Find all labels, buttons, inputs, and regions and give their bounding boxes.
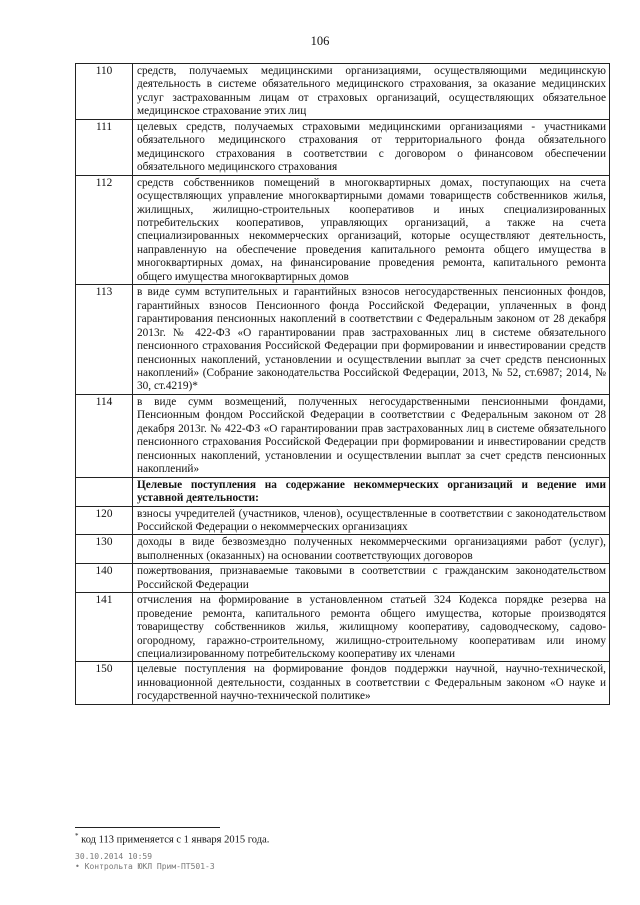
print-stamp-date: 30.10.2014 10:59 — [75, 852, 153, 861]
row-code: 113 — [76, 285, 133, 395]
row-description: отчисления на формирование в установленном статьей 324 Кодекса порядке резерва на проведение ремонта, капитального ремонта общего имущества, которые производятся товариществу собственников жилья, жилищному кооперативу, садоводческому, садово-огородному, гаражно-строительному, жилищно-строительному кооперативам или иному специализированному потребительскому кооперативу их членами — [133, 593, 610, 662]
row-description: целевые поступления на формирование фондов поддержки научной, научно-технической, инновационной деятельности, созданных в соответствии с Федеральным законом «О науке и государственной научно-технической политике» — [133, 662, 610, 704]
table-row — [76, 175, 610, 285]
row-code: 130 — [76, 535, 133, 564]
row-description: пожертвования, признаваемые таковыми в соответствии с гражданским законодательством Российской Федерации — [133, 564, 610, 593]
table-row — [76, 535, 610, 564]
row-description: в виде сумм вступительных и гарантийных взносов негосударственных пенсионных фондов, гарантийных взносов Пенсионного фонда Российской Федерации, уплаченных в фонд гарантирования пенсионных накоплений в соответствии с Федеральным законом от 28 декабря 2013г. № 422-ФЗ «О гарантировании прав застрахованных лиц в системе обязательного пенсионного страхования Российской Федерации при формировании и инвестировании средств пенсионных накоплений, установлении и осуществлении выплат за счет средств пенсионных накоплений» (Собрание законодательства Российской Федерации, 2013, № 52, ст.6987; 2014, № 30, ст.4219)* — [133, 285, 610, 395]
page-number: 106 — [310, 34, 330, 48]
section-heading-row — [76, 477, 610, 506]
row-code: 114 — [76, 394, 133, 477]
table-row — [76, 285, 610, 395]
footnote-text: код 113 применяется с 1 января 2015 года. — [78, 834, 270, 846]
row-code: 110 — [76, 64, 133, 120]
table-row — [76, 662, 610, 704]
row-description: в виде сумм возмещений, полученных негосударственными пенсионными фондами, Пенсионным фондом Российской Федерации в соответствии с Федеральным законом от 28 декабря 2013г. № 422-ФЗ «О гарантировании прав застрахованных лиц в системе обязательного пенсионного страхования Российской Федерации при формировании и инвестировании средств пенсионных накоплений, установлении и осуществлении выплат за счет средств пенсионных накоплений» — [133, 394, 610, 477]
table-row — [76, 564, 610, 593]
row-code: 112 — [76, 175, 133, 285]
row-code: 150 — [76, 662, 133, 704]
row-code: 111 — [76, 119, 133, 175]
footnote — [75, 832, 269, 846]
row-code: 120 — [76, 506, 133, 535]
footnote-rule — [75, 827, 220, 828]
table-row — [76, 394, 610, 477]
row-description: доходы в виде безвозмездно полученных некоммерческими организациями работ (услуг), выполненных (оказанных) на основании соответствующих договоров — [133, 535, 610, 564]
table-row — [76, 506, 610, 535]
row-code — [76, 477, 133, 506]
row-description: средств, получаемых медицинскими организациями, осуществляющими медицинскую деятельность в системе обязательного медицинского страхования, за оказание медицинских услуг застрахованным лицам от страховых организаций, осуществляющих обязательное медицинское страхование этих лиц — [133, 64, 610, 120]
table-row — [76, 119, 610, 175]
table-row — [76, 64, 610, 120]
row-description: целевых средств, получаемых страховыми медицинскими организациями - участниками обязательного медицинского страхования от территориального фонда обязательного медицинского страхования в соответствии с договором о финансовом обеспечении обязательного медицинского страхования — [133, 119, 610, 175]
print-stamp-id: • Контрольта ЮКЛ Прим-ПТ501-3 — [75, 862, 215, 871]
table-row — [76, 593, 610, 662]
row-code: 141 — [76, 593, 133, 662]
row-code: 140 — [76, 564, 133, 593]
section-heading-text: Целевые поступления на содержание некоммерческих организаций и ведение ими уставной деятельности: — [133, 477, 610, 506]
footnote-marker: * — [75, 832, 79, 840]
table-body — [76, 64, 610, 705]
row-description: взносы учредителей (участников, членов), осуществленные в соответствии с законодательством Российской Федерации о некоммерческих организациях — [133, 506, 610, 535]
row-description: средств собственников помещений в многоквартирных домах, поступающих на счета осуществляющих управление многоквартирными домами товариществ собственников жилья, жилищных, жилищно-строительных кооперативов и иных специализированных потребительских кооперативов, управляющих организаций, а также на счета специализированных некоммерческих организаций, которые осуществляют деятельность, направленную на обеспечение проведения капитального ремонта общего имущества в многоквартирных домах, на финансирование проведения ремонта, капитального ремонта общего имущества многоквартирных домов — [133, 175, 610, 285]
income-codes-table — [75, 63, 610, 705]
